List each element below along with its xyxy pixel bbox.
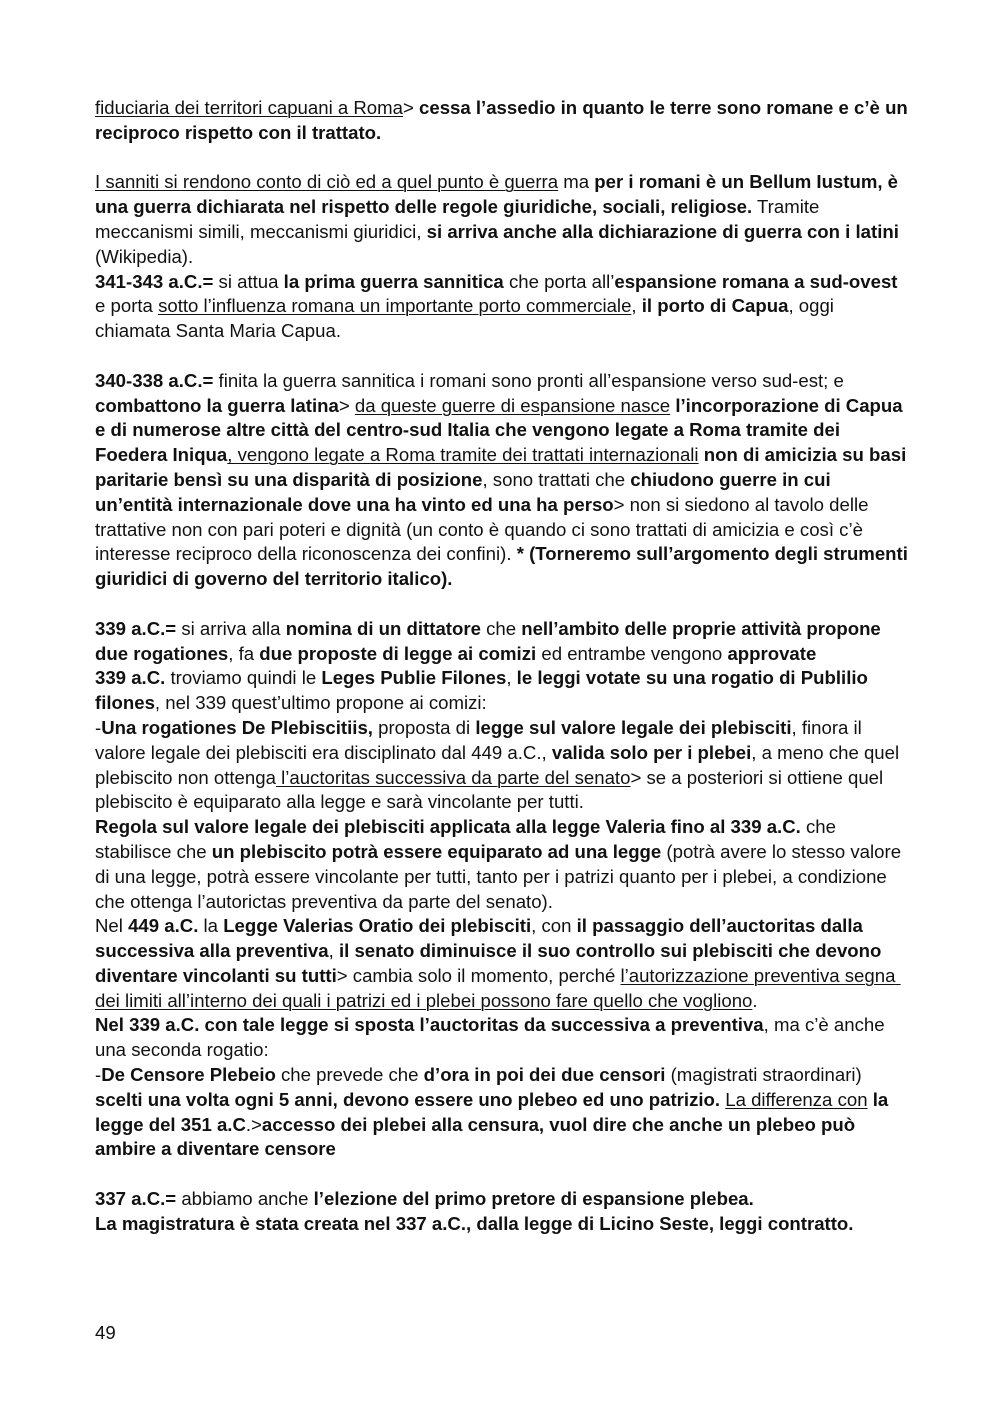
bold-text: scelti una volta ogni 5 anni, devono essere uno plebeo ed uno patrizio. <box>95 1088 721 1110</box>
text-run: .> <box>245 1113 262 1135</box>
text-run: , a meno che quel plebiscito non ottenga <box>95 741 905 788</box>
text-run: , ma c’è anche una seconda rogatio: <box>95 1014 890 1061</box>
text-run: , finora il valore legale dei plebisciti era disciplinato dal 449 a.C., <box>95 716 867 763</box>
text-run: , sono trattati che <box>482 468 631 490</box>
paragraph <box>95 914 910 1013</box>
paragraph-gap <box>95 146 910 171</box>
text-run: , fa <box>228 642 260 664</box>
underlined-text: l’auctoritas successiva da parte del senato <box>275 766 631 788</box>
text-run: e porta <box>95 270 903 317</box>
text-run: > cambia solo il momento, perché <box>336 964 621 986</box>
bold-text: due proposte di legge ai comizi <box>259 642 537 664</box>
paragraph <box>95 369 914 592</box>
underlined-text: fiduciaria dei territori capuani a Roma <box>95 97 403 118</box>
bold-text: chiudono guerre in cui un’entità internazionale dove una ha vinto ed una ha perso <box>95 468 836 515</box>
text-run: , <box>631 295 642 317</box>
paragraph <box>95 270 910 344</box>
bold-text: accesso dei plebei alla censura, vuol dire che anche un plebeo può ambire a diventare censore <box>95 1113 861 1160</box>
bold-text: 339 a.C. <box>95 667 166 689</box>
bold-text: nomina di un dittatore <box>285 617 481 639</box>
paragraph <box>95 1013 910 1063</box>
bold-text: per i romani è un Bellum Iustum, è una guerra dichiarata nel rispetto delle regole giuridiche, sociali, religiose. <box>95 171 904 218</box>
text-run: abbiamo anche <box>176 1188 314 1210</box>
bold-text: la prima guerra sannitica <box>283 270 504 292</box>
text-run: Tramite meccanismi simili, meccanismi giuridici, <box>95 196 825 242</box>
text-run: che porta all’ <box>503 270 615 292</box>
text-run: (potrà avere lo stesso valore di una legge, potrà essere vincolante per tutti, tanto per i patrizi quanto per i plebei, a condizione che ottenga l’autorictas preventiva da parte del senato). <box>95 840 907 912</box>
bold-text: Leges Publie Filones <box>321 667 507 689</box>
underlined-text: sotto l’influenza romana un importante porto commerciale <box>158 295 632 317</box>
text-run: la <box>198 915 224 937</box>
text-run: Nel <box>95 915 129 937</box>
bold-text: nell’ambito delle proprie attività propone due rogationes <box>95 617 886 664</box>
text-run: ed entrambe vengono <box>536 642 728 664</box>
bold-text: valida solo per i plebei <box>551 741 752 763</box>
paragraph <box>95 1212 910 1237</box>
bold-text: 339 a.C.= <box>95 617 177 639</box>
bold-text: De Censore Plebeio <box>101 1064 276 1086</box>
bold-text: l’elezione del primo pretore di espansione plebea. <box>313 1188 754 1210</box>
text-run: ma <box>558 171 595 193</box>
bold-text: Legge Valerias Oratio dei plebisciti <box>223 915 532 937</box>
bold-text: 449 a.C. <box>128 915 199 937</box>
text-run: , oggi chiamata Santa Maria Capua. <box>95 295 840 342</box>
bold-text: d’ora in poi dei due censori <box>423 1064 666 1086</box>
bold-text: approvate <box>727 642 817 664</box>
paragraph <box>95 815 910 914</box>
bold-text: il porto di Capua <box>641 295 789 317</box>
text-run: - <box>95 1064 102 1086</box>
page-number: 49 <box>95 1322 116 1343</box>
bold-text: si arriva anche alla dichiarazione di guerra con i latini <box>426 220 899 242</box>
bold-text: l’incorporazione di Capua e di numerose altre città del centro-sud Italia che vengono legate a Roma tramite dei Foedera Iniqua <box>95 394 908 466</box>
text-run: . <box>752 989 758 1011</box>
text-run: - <box>95 716 102 738</box>
underlined-text: La differenza con <box>725 1088 868 1110</box>
bold-text: le leggi votate su una rogatio di Publilio filones <box>95 667 874 714</box>
text-run: (Wikipedia). <box>95 220 910 267</box>
bold-text: la legge del 351 a.C <box>95 1088 894 1135</box>
paragraph-gap <box>95 592 910 617</box>
text-run: si attua <box>213 270 284 292</box>
paragraph-gap <box>95 344 910 369</box>
text-run: che <box>480 617 522 639</box>
bold-text: espansione romana a sud-ovest <box>614 270 898 292</box>
bold-text: La magistratura è stata creata nel 337 a.C., dalla legge di Licino Seste, leggi contratto. <box>95 1212 854 1234</box>
underlined-text: I sanniti si rendono conto di ciò ed a quel punto è guerra <box>95 171 559 193</box>
bold-text: non di amicizia su basi paritarie bensì su una disparità di posizione <box>95 444 912 490</box>
text-run: che stabilisce che <box>95 816 842 862</box>
bold-text: il senato diminuisce il suo controllo sui plebisciti che devono diventare vincolanti su tutti <box>95 940 887 986</box>
bold-text: il passaggio dell’auctoritas dalla successiva alla preventiva <box>95 915 869 962</box>
text-run: finita la guerra sannitica i romani sono pronti all’espansione verso sud-est; e <box>213 369 850 391</box>
paragraph <box>95 1187 910 1212</box>
document-body <box>95 96 914 1237</box>
text-run: si arriva alla <box>176 617 286 639</box>
paragraph <box>95 170 910 269</box>
text-run: > <box>338 394 355 416</box>
text-run: , <box>328 940 339 962</box>
text-run: , con <box>531 915 577 937</box>
bold-text: Una rogationes De Plebiscitiis, <box>101 716 373 738</box>
text-run: (magistrati straordinari) <box>665 1064 867 1086</box>
text-run: proposta di <box>372 716 476 738</box>
text-run: > se a posteriori si ottiene quel plebiscito è equiparato alla legge e sarà vincolante per tutti. <box>95 766 889 813</box>
bold-text: combattono la guerra latina <box>95 394 339 416</box>
paragraph <box>95 617 910 667</box>
paragraph <box>95 666 910 716</box>
underlined-text: , vengono legate a Roma tramite dei trattati internazionali <box>227 444 699 466</box>
text-run: , <box>506 667 517 689</box>
paragraph-gap <box>95 1162 910 1187</box>
bold-text: cessa l’assedio in quanto le terre sono romane e c’è un reciproco rispetto con il trattato. <box>95 97 913 143</box>
text-run: , nel 339 quest’ultimo propone ai comizi: <box>154 692 487 714</box>
underlined-text: da queste guerre di espansione nasce <box>354 394 671 416</box>
text-run: troviamo quindi le <box>165 667 322 689</box>
bold-text: Nel 339 a.C. con tale legge si sposta l’auctoritas da successiva a preventiva <box>95 1014 764 1036</box>
paragraph <box>95 96 913 146</box>
paragraph <box>95 716 910 815</box>
bold-text: 340-338 a.C.= <box>95 369 214 391</box>
bold-text: 341-343 a.C.= <box>95 270 214 292</box>
bold-text: Regola sul valore legale dei plebisciti applicata alla legge Valeria fino al 339 a.C. <box>95 816 801 838</box>
text-run: che prevede che <box>275 1064 424 1086</box>
text-run: > non si siedono al tavolo delle trattative non con pari poteri e dignità (un conto è quando ci sono trattati di amicizia e così c’è interesse reciproco della riconoscenza dei confini). <box>95 493 874 565</box>
bold-text: legge sul valore legale dei plebisciti <box>475 716 792 738</box>
text-run: > <box>402 97 420 118</box>
paragraph <box>95 1063 910 1162</box>
bold-text: 337 a.C.= <box>95 1188 177 1210</box>
bold-text: un plebiscito potrà essere equiparato ad una legge <box>211 840 662 862</box>
bold-text: * (Torneremo sull’argomento degli strumenti giuridici di governo del territorio italico). <box>95 543 914 590</box>
underlined-text: l’autorizzazione preventiva segna dei limiti all’interno dei quali i patrizi ed i plebei possono fare quello che vogliono <box>95 964 901 1011</box>
